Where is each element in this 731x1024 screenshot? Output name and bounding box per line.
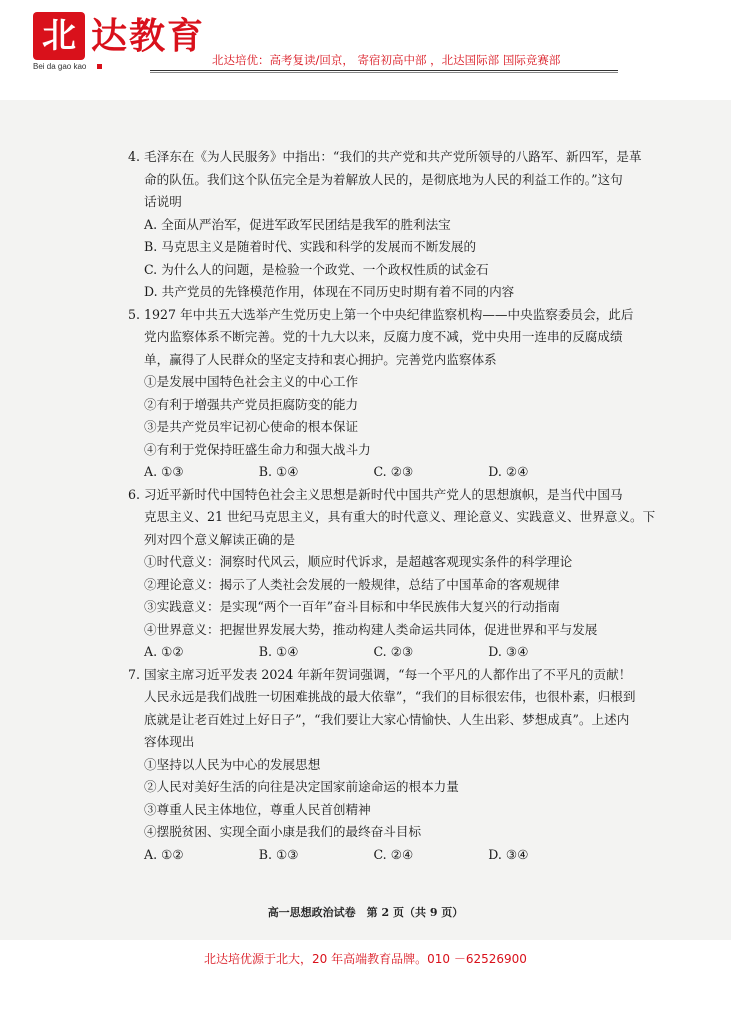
question-4 bbox=[128, 146, 642, 304]
choice-a: A. ①② bbox=[144, 644, 184, 659]
logo-wordmark: 达教育 bbox=[91, 15, 206, 57]
question-stem-line: 克思主义、21 世纪马克思主义，具有重大的时代意义、理论意义、实践意义、世界意义。下 bbox=[144, 509, 656, 524]
statement-item: ④世界意义：把握世界发展大势，推动构建人类命运共同体，促进世界和平与发展 bbox=[144, 621, 598, 637]
choice-a: A. ①③ bbox=[144, 464, 184, 479]
question-6 bbox=[128, 484, 656, 664]
exam-content bbox=[128, 146, 656, 866]
question-stem-line: 列对四个意义解读正确的是 bbox=[144, 531, 296, 547]
statement-item: ②理论意义：揭示了人类社会发展的一般规律，总结了中国革命的客观规律 bbox=[144, 576, 560, 592]
choice-b: B. ①③ bbox=[258, 846, 299, 862]
header-divider bbox=[150, 70, 618, 71]
choice-c: C. ②③ bbox=[373, 644, 414, 659]
choice-c: C. ②③ bbox=[373, 464, 414, 479]
question-stem-line: 人民永远是我们战胜一切困难挑战的最大依靠”，“我们的目标很宏伟，也很朴素，归根到 bbox=[144, 689, 636, 704]
choice-d: D. ③④ bbox=[488, 644, 529, 659]
question-stem-line: 4. 毛泽东在《为人民服务》中指出：“我们的共产党和共产党所领导的八路军、新四军，是革 bbox=[128, 149, 642, 164]
page-number-footer: 高一思想政治试卷 第 2 页（共 9 页） bbox=[267, 906, 464, 919]
question-stem-line: 5. 1927 年中共五大选举产生党历史上第一个中央纪律监察机构——中央监察委员会，此后 bbox=[128, 306, 634, 322]
statement-item: ②有利于增强共产党员拒腐防变的能力 bbox=[144, 396, 359, 412]
header-slogan: 北达培优：高考复读/回京， 寄宿初高中部 ，北达国际部 国际竞赛部 bbox=[212, 53, 561, 67]
question-stem-line: 命的队伍。我们这个队伍完全是为着解放人民的，是彻底地为人民的利益工作的。”这句 bbox=[144, 171, 623, 187]
question-5 bbox=[128, 304, 634, 484]
statement-item: ③实践意义：是实现“两个一百年”奋斗目标和中华民族伟大复兴的行动指南 bbox=[144, 599, 560, 614]
question-stem-line: 党内监察体系不断完善。党的十九大以来，反腐力度不减，党中央用一连串的反腐成绩 bbox=[144, 329, 623, 344]
statement-item: ①时代意义：洞察时代风云，顺应时代诉求，是超越客观现实条件的科学理论 bbox=[144, 554, 573, 569]
statement-item: ②人民对美好生活的向往是决定国家前途命运的根本力量 bbox=[144, 779, 459, 794]
logo-dot bbox=[97, 64, 102, 69]
logo-pinyin: Bei da gao kao bbox=[33, 62, 87, 71]
answer-option-a: A. 全面从严治军，促进军政军民团结是我军的胜利法宝 bbox=[144, 216, 451, 232]
statement-item: ①坚持以人民为中心的发展思想 bbox=[144, 756, 321, 772]
statement-item: ③是共产党员牢记初心使命的根本保证 bbox=[144, 419, 359, 434]
question-stem-line: 6. 习近平新时代中国特色社会主义思想是新时代中国共产党人的思想旗帜，是当代中国马 bbox=[128, 486, 623, 502]
choice-d: D. ③④ bbox=[488, 846, 529, 862]
answer-choices bbox=[128, 461, 603, 484]
question-stem-line: 容体现出 bbox=[144, 734, 195, 749]
statement-item: ④有利于党保持旺盛生命力和强大战斗力 bbox=[144, 441, 371, 457]
statement-item: ①是发展中国特色社会主义的中心工作 bbox=[144, 374, 359, 389]
choice-b: B. ①④ bbox=[258, 644, 299, 659]
choice-d: D. ②④ bbox=[488, 464, 529, 479]
answer-option-c: C. 为什么人的问题，是检验一个政党、一个政权性质的试金石 bbox=[144, 261, 489, 277]
statement-item: ④摆脱贫困、实现全面小康是我们的最终奋斗目标 bbox=[144, 824, 422, 839]
answer-choices bbox=[128, 844, 603, 867]
choice-b: B. ①④ bbox=[258, 464, 299, 479]
choice-a: A. ①② bbox=[144, 846, 184, 862]
statement-item: ③尊重人民主体地位，尊重人民首创精神 bbox=[144, 801, 371, 817]
choice-c: C. ②④ bbox=[373, 846, 414, 862]
brand-logo bbox=[33, 12, 213, 72]
question-stem-line: 话说明 bbox=[144, 194, 182, 209]
header-divider-secondary bbox=[150, 72, 618, 73]
logo-mark: 北 bbox=[33, 12, 85, 60]
question-7 bbox=[128, 664, 636, 867]
question-stem-line: 底就是让老百姓过上好日子”，“我们要让大家心情愉快、人生出彩、梦想成真”。上述内 bbox=[144, 711, 630, 727]
answer-option-b: B. 马克思主义是随着时代、实践和科学的发展而不断发展的 bbox=[144, 239, 477, 254]
question-stem-line: 7. 国家主席习近平发表 2024 年新年贺词强调，“每一个平凡的人都作出了不平凡的贡献！ bbox=[128, 666, 632, 682]
advertisement-footer: 北达培优源于北大，20 年高端教育品牌。010 －62526900 bbox=[204, 952, 527, 966]
answer-choices bbox=[128, 641, 603, 664]
question-stem-line: 单，赢得了人民群众的坚定支持和衷心拥护。完善党内监察体系 bbox=[144, 351, 497, 367]
answer-option-d: D. 共产党员的先锋模范作用，体现在不同历史时期有着不同的内容 bbox=[144, 284, 515, 299]
